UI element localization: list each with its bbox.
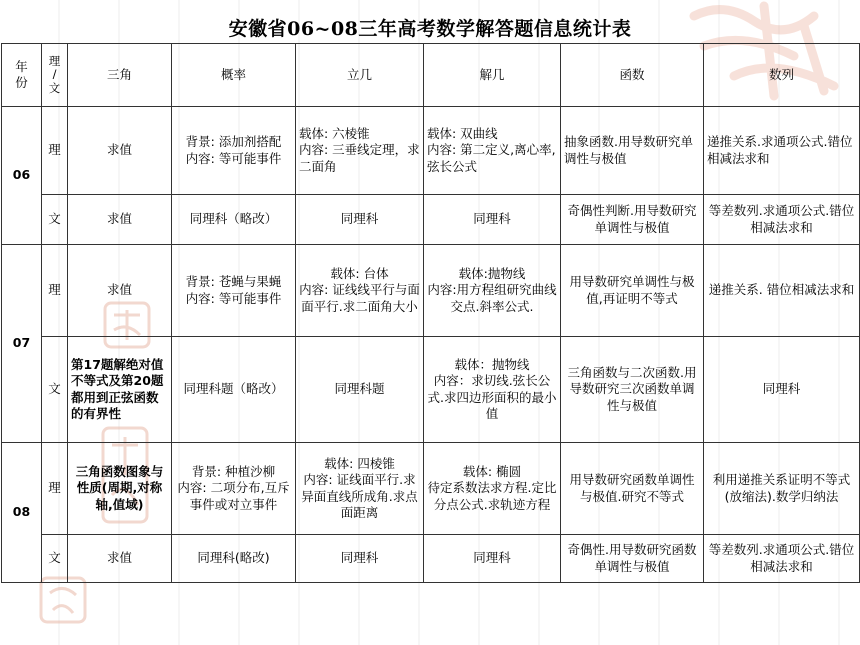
track-cell: 文 <box>42 535 68 583</box>
cell-solid: 载体: 六棱锥 内容: 三垂线定理，求二面角 <box>296 107 424 195</box>
cell-trig: 三角函数图象与性质(周期,对称轴,值域) <box>68 443 172 535</box>
cell-solid: 同理科题 <box>296 337 424 443</box>
cell-analytic: 载体: 椭圆 待定系数法求方程.定比分点公式.求轨迹方程 <box>424 443 561 535</box>
header-seq: 数列 <box>704 44 860 107</box>
header-prob: 概率 <box>172 44 296 107</box>
cell-solid: 载体: 台体 内容: 证线线平行与面面平行.求二面角大小 <box>296 245 424 337</box>
cell-analytic: 载体: 双曲线 内容: 第二定义,离心率,弦长公式 <box>424 107 561 195</box>
cell-trig: 求值 <box>68 195 172 245</box>
cell-seq: 利用递推关系证明不等式(放缩法).数学归纳法 <box>704 443 860 535</box>
cell-trig: 求值 <box>68 107 172 195</box>
cell-seq: 同理科 <box>704 337 860 443</box>
track-cell: 理 <box>42 107 68 195</box>
cell-prob: 同理科(略改) <box>172 535 296 583</box>
page-title: 安徽省06~08三年高考数学解答题信息统计表 <box>228 18 632 40</box>
cell-seq: 递推关系.求通项公式.错位相减法求和 <box>704 107 860 195</box>
statistics-table <box>1 43 860 583</box>
year-cell-06: 06 <box>2 107 42 245</box>
table-row <box>2 107 860 195</box>
track-cell: 理 <box>42 443 68 535</box>
cell-trig: 求值 <box>68 535 172 583</box>
cell-func: 用导数研究单调性与极值,再证明不等式 <box>561 245 704 337</box>
cell-solid: 同理科 <box>296 195 424 245</box>
table-row <box>2 443 860 535</box>
cell-analytic: 载体:抛物线 内容:用方程组研究曲线交点.斜率公式. <box>424 245 561 337</box>
cell-func: 用导数研究函数单调性与极值.研究不等式 <box>561 443 704 535</box>
header-year: 年 份 <box>2 44 42 107</box>
cell-solid: 载体: 四棱锥 内容: 证线面平行.求异面直线所成角.求点面距离 <box>296 443 424 535</box>
cell-trig: 第17题解绝对值不等式及第20题都用到正弦函数的有界性 <box>68 337 172 443</box>
cell-prob: 同理科题（略改） <box>172 337 296 443</box>
cell-prob: 背景: 苍蝇与果蝇 内容: 等可能事件 <box>172 245 296 337</box>
table-row <box>2 535 860 583</box>
track-cell: 文 <box>42 195 68 245</box>
cell-solid: 同理科 <box>296 535 424 583</box>
year-cell-07: 07 <box>2 245 42 443</box>
cell-analytic: 同理科 <box>424 535 561 583</box>
header-trig: 三角 <box>68 44 172 107</box>
table-row <box>2 245 860 337</box>
cell-analytic: 载体：抛物线 内容：求切线.弦长公式.求四边形面积的最小值 <box>424 337 561 443</box>
header-analytic: 解几 <box>424 44 561 107</box>
track-cell: 理 <box>42 245 68 337</box>
cell-func: 三角函数与二次函数.用导数研究三次函数单调性与极值 <box>561 337 704 443</box>
header-row <box>2 44 860 107</box>
cell-prob: 背景: 添加剂搭配 内容: 等可能事件 <box>172 107 296 195</box>
year-cell-08: 08 <box>2 443 42 583</box>
header-track: 理 / 文 <box>42 44 68 107</box>
track-cell: 文 <box>42 337 68 443</box>
table-row <box>2 195 860 245</box>
cell-func: 抽象函数.用导数研究单调性与极值 <box>561 107 704 195</box>
cell-seq: 等差数列.求通项公式.错位相减法求和 <box>704 535 860 583</box>
header-func: 函数 <box>561 44 704 107</box>
cell-func: 奇偶性.用导数研究函数单调性与极值 <box>561 535 704 583</box>
cell-prob: 同理科（略改） <box>172 195 296 245</box>
header-solid: 立几 <box>296 44 424 107</box>
cell-func: 奇偶性判断.用导数研究单调性与极值 <box>561 195 704 245</box>
cell-trig: 求值 <box>68 245 172 337</box>
cell-seq: 递推关系. 错位相减法求和 <box>704 245 860 337</box>
cell-seq: 等差数列.求通项公式.错位相减法求和 <box>704 195 860 245</box>
cell-analytic: 同理科 <box>424 195 561 245</box>
cell-prob: 背景: 种植沙柳 内容: 二项分布,互斥事件或对立事件 <box>172 443 296 535</box>
table-row <box>2 337 860 443</box>
